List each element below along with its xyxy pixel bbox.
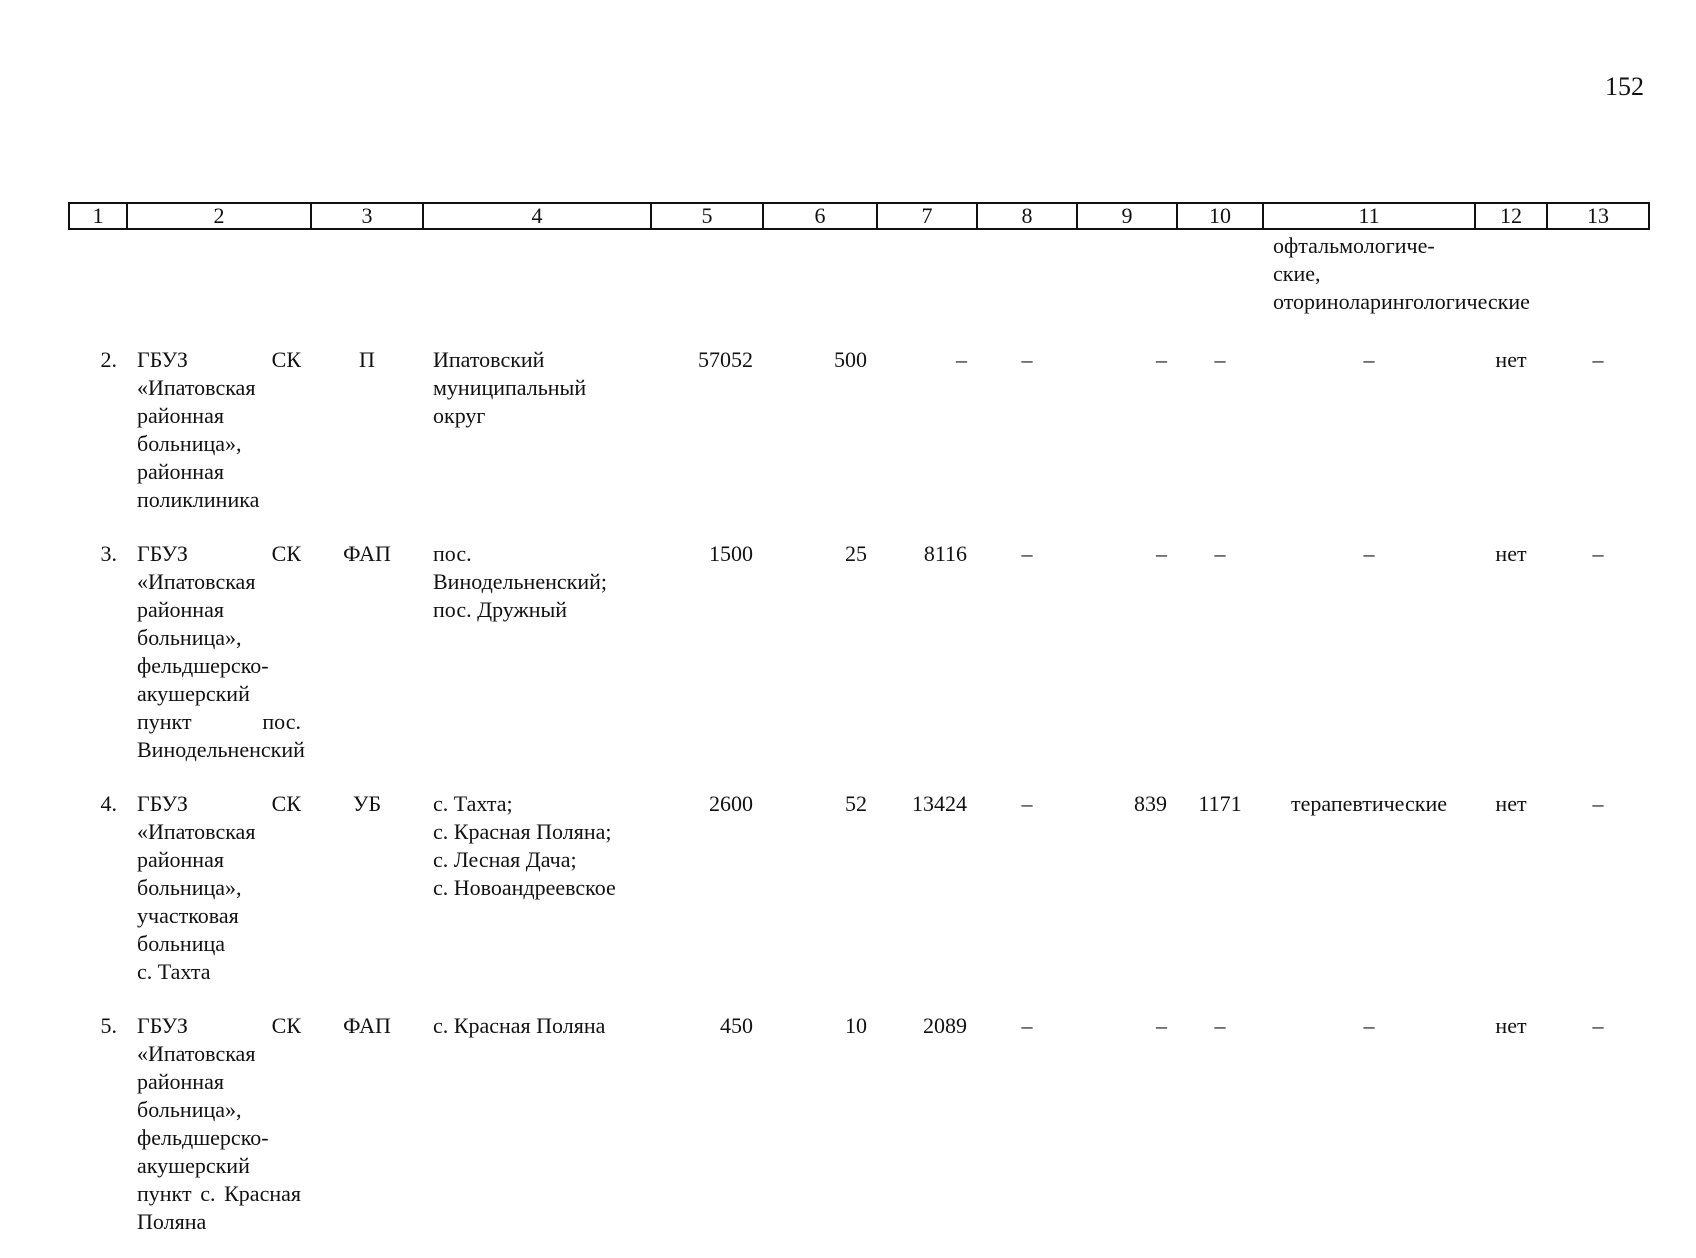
institution-name: ГБУЗ СК «Ипатовская районная больница», фельдшерско-акушерский пункт пос. Винодельненский [137, 541, 305, 762]
column-number-header-row [69, 203, 1649, 229]
value-col-8: – [1021, 791, 1033, 816]
served-territory: пос. Винодельненский; пос. Дружный [433, 541, 607, 622]
profile-cell: офтальмологиче- ские, оториноларингологические [1273, 233, 1530, 314]
value-col-8: – [1021, 541, 1033, 566]
value-col-9: – [1156, 1013, 1167, 1038]
value-col-7: 2089 [923, 1013, 967, 1038]
table-row [69, 536, 1649, 786]
column-number-header: 2 [127, 203, 311, 229]
value-col-10: 1171 [1198, 791, 1242, 816]
institution-type: ФАП [343, 541, 391, 566]
column-number-header: 10 [1177, 203, 1263, 229]
column-number-header: 5 [651, 203, 763, 229]
institution-name: ГБУЗ СК «Ипатовская районная больница», участковая больница с. Тахта [137, 791, 301, 984]
value-col-7: 13424 [912, 791, 967, 816]
value-col-12: нет [1495, 791, 1527, 816]
page-number: 152 [1605, 72, 1644, 101]
institution-name: ГБУЗ СК «Ипатовская районная больница», районная поликлиника [137, 347, 301, 512]
institution-name: ГБУЗ СК «Ипатовская районная больница», фельдшерско-акушерский пункт с. Красная Поляна [137, 1013, 301, 1234]
row-number: 3. [100, 541, 117, 566]
value-col-10: – [1214, 347, 1226, 372]
value-col-12: нет [1495, 347, 1527, 372]
profile-cell: терапевтические [1291, 791, 1447, 816]
table-row [69, 342, 1649, 536]
value-col-9: – [1156, 541, 1167, 566]
value-col-5: 450 [720, 1013, 753, 1038]
value-col-12: нет [1495, 541, 1527, 566]
value-col-9: 839 [1134, 791, 1167, 816]
institution-type: П [359, 347, 375, 372]
column-number-header: 4 [423, 203, 651, 229]
served-territory: с. Тахта; с. Красная Поляна; с. Лесная Дача; с. Новоандреевское [433, 791, 616, 900]
value-col-13: – [1592, 1013, 1604, 1038]
value-col-12: нет [1495, 1013, 1527, 1038]
value-col-5: 57052 [698, 347, 753, 372]
value-col-9: – [1156, 347, 1167, 372]
column-number-header: 12 [1475, 203, 1547, 229]
table-row [69, 1008, 1649, 1258]
column-number-header: 6 [763, 203, 877, 229]
value-col-6: 25 [845, 541, 867, 566]
served-territory: Ипатовский муниципальный округ [433, 347, 587, 428]
value-col-8: – [1021, 1013, 1033, 1038]
column-number-header: 3 [311, 203, 423, 229]
institution-type: УБ [352, 791, 382, 816]
column-number-header: 11 [1263, 203, 1475, 229]
value-col-7: – [956, 347, 967, 372]
value-col-7: 8116 [923, 541, 967, 566]
served-territory: с. Красная Поляна [433, 1013, 606, 1038]
value-col-5: 2600 [709, 791, 753, 816]
value-col-5: 1500 [709, 541, 753, 566]
column-number-header: 7 [877, 203, 977, 229]
institution-type: ФАП [343, 1013, 391, 1038]
row-number: 5. [100, 1013, 117, 1038]
value-col-6: 500 [834, 347, 867, 372]
value-col-6: 10 [845, 1013, 867, 1038]
row-number: 4. [100, 791, 117, 816]
value-col-13: – [1592, 347, 1604, 372]
profile-cell: – [1363, 541, 1375, 566]
continuation-row [69, 229, 1649, 342]
column-number-header: 8 [977, 203, 1077, 229]
value-col-10: – [1214, 1013, 1226, 1038]
column-number-header: 13 [1547, 203, 1649, 229]
institutions-table [68, 202, 1650, 1258]
column-number-header: 1 [69, 203, 127, 229]
row-number: 2. [100, 347, 117, 372]
value-col-8: – [1021, 347, 1033, 372]
profile-cell: – [1363, 347, 1375, 372]
profile-cell: – [1363, 1013, 1375, 1038]
value-col-13: – [1592, 791, 1604, 816]
value-col-6: 52 [845, 791, 867, 816]
table-row [69, 786, 1649, 1008]
value-col-13: – [1592, 541, 1604, 566]
column-number-header: 9 [1077, 203, 1177, 229]
value-col-10: – [1214, 541, 1226, 566]
